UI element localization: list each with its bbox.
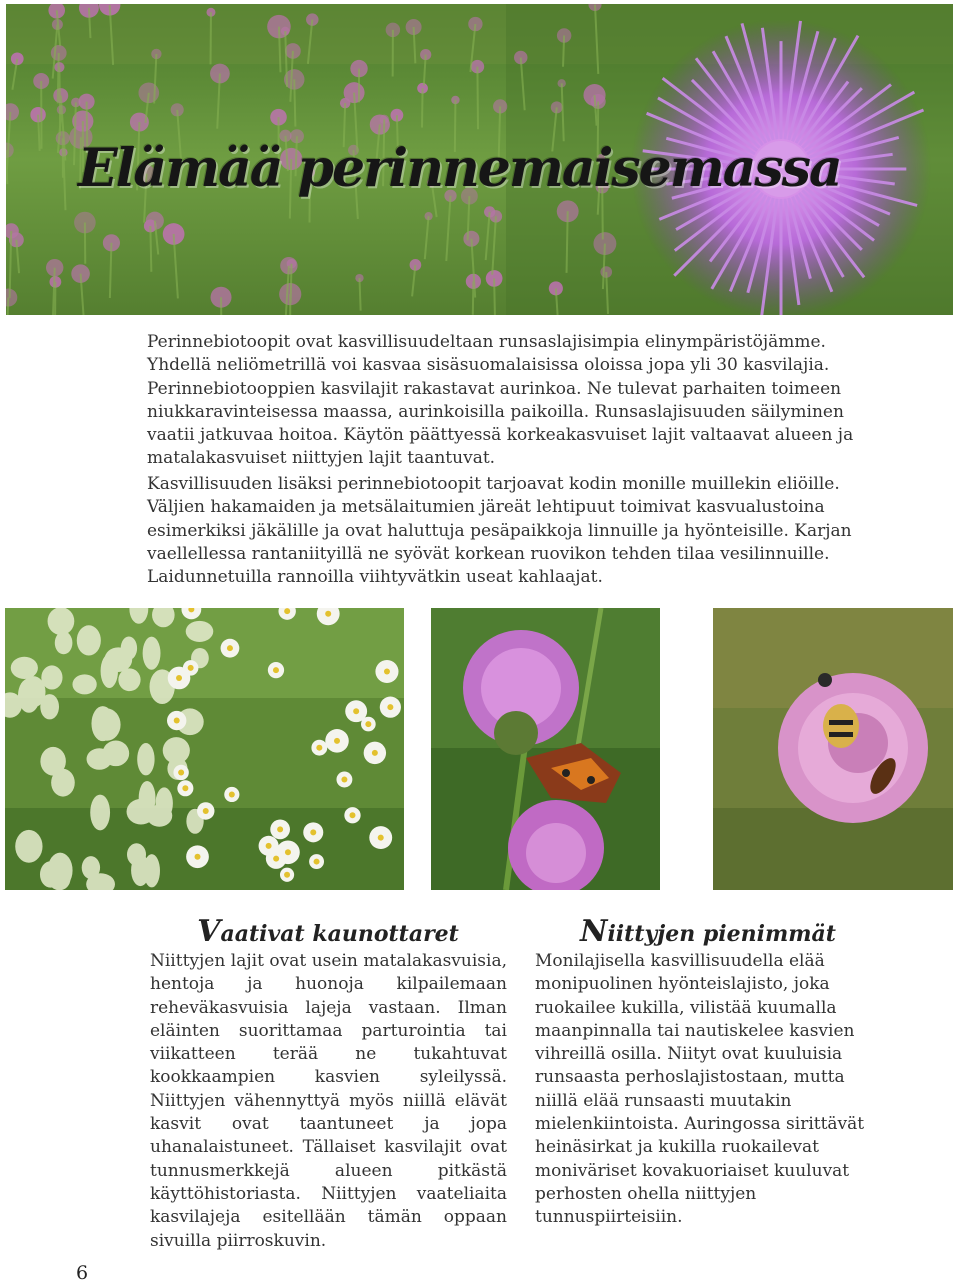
left-title-initial: V xyxy=(197,914,221,949)
scabious-beetle-photo xyxy=(713,608,953,890)
page-title: Elämää perinnemaisemassa xyxy=(78,138,841,199)
left-column-title xyxy=(150,914,506,949)
page-number: 6 xyxy=(76,1262,89,1284)
thistle-butterfly-photo xyxy=(431,608,660,890)
left-column-text: Niittyjen lajit ovat usein matalakasvuisia, hentoja ja huonoja kilpailemaan reheväkasvuisia lajeja vastaan. Ilman eläinten suorittamaa parturointia tai viikatteen terää ne tukahtuvat kookkaampien kasvien syleilyssä. Niittyjen vähennyttyä myös niillä elävät kasvit ovat taantuneet ja jopa uhanalaistuneet. Tällaiset kasvilajit ovat tunnusmerkkejä alueen pitkästä käyttöhistoriasta. Niittyjen vaateliaita kasvilajeja esitellään tämän oppaan sivuilla piirroskuvin. xyxy=(150,951,507,1251)
thistle-illustration xyxy=(431,608,660,890)
intro-paragraph-1: Perinnebiotoopit ovat kasvillisuudeltaan runsaslajisimpia elinympäristöjämme. Yhdellä neliömetrillä voi kasvaa sisäsuomalaisissa oloissa jopa yli 30 kasvilajia. Perinnebiotooppien kasvilajit rakastavat aurinkoa. Ne tulevat parhaiten toimeen niukkaravinteisessa maassa, aurinkoisilla paikoilla. Runsaslajisuuden säilyminen vaatii jatkuvaa hoitoa. Käytön päättyessä korkeakasvuiset lajit valtaavat alueen ja matalakasvuiset niittyjen lajit taantuvat. xyxy=(147,332,854,469)
campion-daisies-photo xyxy=(5,608,404,890)
campion-illustration xyxy=(5,608,404,890)
right-title-initial: N xyxy=(580,914,608,949)
right-column-title xyxy=(535,914,881,949)
left-title-rest: aativat kaunottaret xyxy=(220,921,459,947)
right-column-text: Monilajisella kasvillisuudella elää monipuolinen hyönteislajisto, joka ruokailee kukilla, vilistää kuumalla maanpinnalla tai nautiskelee kasvien vihreillä osilla. Niityt ovat kuuluisia runsaasta perhoslajistostaan, mutta niillä elää runsaasti muutakin mielenkiintoista. Auringossa sirittävät heinäsirkat ja kukilla ruokailevat moniväriset kovakuoriaiset kuuluvat perhosten ohella niittyjen tunnuspiirteisiin. xyxy=(535,951,865,1228)
right-title-rest: iittyjen pienimmät xyxy=(607,921,836,947)
intro-paragraph-2: Kasvillisuuden lisäksi perinnebiotoopit tarjoavat kodin monille muillekin eliöille. Väljien hakamaiden ja metsälaitumien järeät lehtipuut toimivat kasvualustoina esimerkiksi jäkälille ja ovat haluttuja pesäpaikkoja linnuille ja hyönteisille. Karjan vaellellessa rantaniityillä ne syövät korkean ruovikon tehden tilaa vesilinnuille. Laidunnetuilla rannoilla viihtyvätkin useat kahlaajat. xyxy=(147,474,852,588)
scabious-illustration xyxy=(713,608,953,890)
